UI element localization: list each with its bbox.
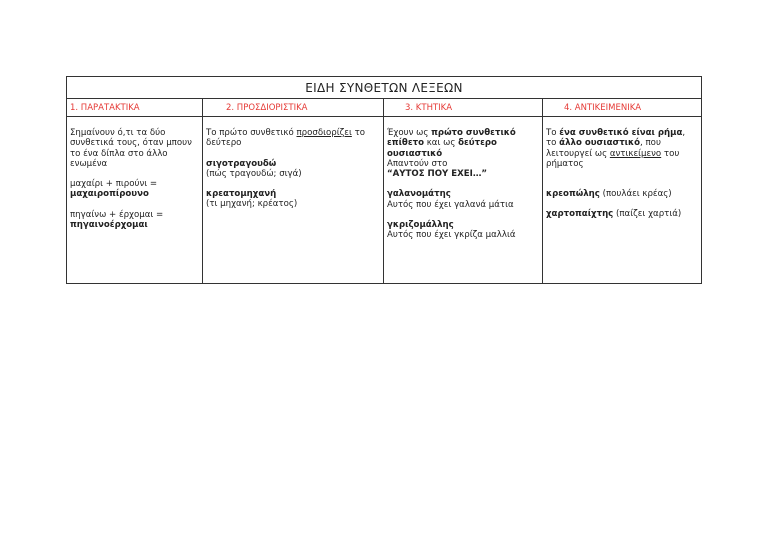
possessive-description: Έχουν ως πρώτο συνθετικό επίθετο και ως δεύτερο ουσιαστικό [387,128,516,159]
objective-example-1: κρεοπώλης (πουλάει κρέας) [546,189,672,200]
header-paratactic: 1. ΠΑΡΑΤΑΚΤΙΚΑ [67,99,203,117]
possessive-example-2: γκριζομάλλης Αυτός που έχει γκρίζα μαλλιά [387,220,516,241]
header-determinative: 2. ΠΡΟΣΔΙΟΡΙΣΤΙΚΑ [203,99,384,117]
cell-possessive: Έχουν ως πρώτο συνθετικό επίθετο και ως δεύτερο ουσιαστικό Απαντούν στο “ΑΥΤΟΣ ΠΟΥ ΕΧΕΙ…” γαλανομάτης Αυτός που έχει γαλανά μάτια γκριζομάλλης Αυτός που έχει γκρίζα μαλλιά [384,117,543,284]
objective-description: Το ένα συνθετικό είναι ρήμα, το άλλο ουσιαστικό, που λειτουργεί ως αντικείμενο του ρήματος [546,128,686,169]
header-objective: 4. ΑΝΤΙΚΕΙΜΕΝΙΚΑ [543,99,702,117]
possessive-example-1: γαλανομάτης Αυτός που έχει γαλανά μάτια [387,189,514,210]
objective-example-2: χαρτοπαίχτης (παίζει χαρτιά) [546,209,682,220]
cell-objective [543,117,702,284]
determinative-description: Το πρώτο συνθετικό προσδιορίζει το δεύτερο [206,128,366,149]
determinative-example-2: κρεατομηχανή (τι μηχανή; κρέατος) [206,189,298,210]
cell-paratactic [67,117,203,284]
header-possessive: 3. ΚΤΗΤΙΚΑ [384,99,543,117]
cell-determinative [203,117,384,284]
compound-words-table [66,76,702,284]
paratactic-example-1: μαχαίρι + πιρούνι = μαχαιροπίρουνο [70,179,158,200]
table-title: ΕΙΔΗ ΣΥΝΘΕΤΩΝ ΛΕΞΕΩΝ [67,77,702,99]
paratactic-description: Σημαίνουν ό,τι τα δύο συνθετικά τους, όταν μπουν το ένα δίπλα στο άλλο ενωμένα [70,128,192,169]
determinative-example-1: σιγοτραγουδώ (πώς τραγουδώ; σιγά) [206,158,302,179]
paratactic-example-2: πηγαίνω + έρχομαι = πηγαινοέρχομαι [70,209,164,231]
